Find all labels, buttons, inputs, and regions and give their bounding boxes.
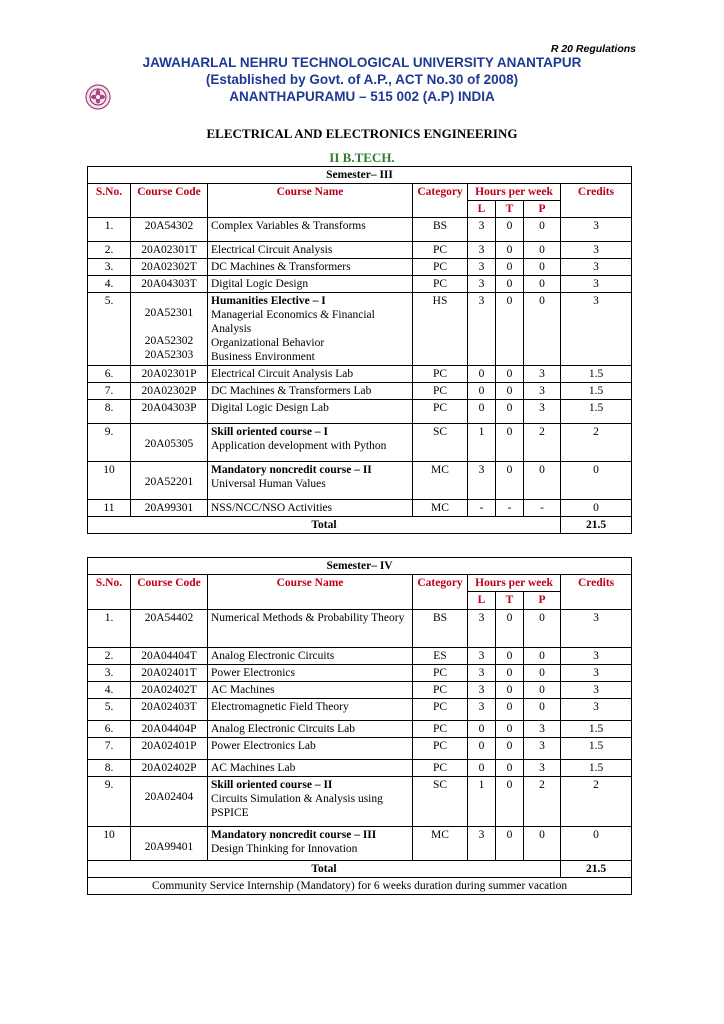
university-name: JAWAHARLAL NEHRU TECHNOLOGICAL UNIVERSITY ANANTAPUR bbox=[142, 55, 582, 70]
col-name: Course Name bbox=[208, 575, 413, 610]
year-title: II B.TECH. bbox=[329, 150, 395, 165]
col-t: T bbox=[496, 592, 524, 610]
table-row: 4. 20A02402T AC Machines PC 3 0 0 3 bbox=[88, 682, 632, 699]
table-row: 10 20A99401 Mandatory noncredit course – III Design Thinking for Innovation MC 3 0 0 0 bbox=[88, 827, 632, 861]
total-row bbox=[88, 517, 632, 534]
col-category: Category bbox=[413, 575, 468, 610]
total-credits: 21.5 bbox=[561, 517, 632, 534]
note-row bbox=[88, 878, 632, 895]
col-category: Category bbox=[413, 184, 468, 218]
col-name: Course Name bbox=[208, 184, 413, 218]
semester-title: Semester– III bbox=[88, 167, 632, 184]
col-p: P bbox=[524, 592, 561, 610]
col-sno: S.No. bbox=[88, 575, 131, 610]
semester-iii-table bbox=[87, 166, 632, 534]
table-row: 3. 20A02302T DC Machines & Transformers PC 3 0 0 3 bbox=[88, 259, 632, 276]
table-row: 9. 20A02404 Skill oriented course – II Circuits Simulation & Analysis using PSPICE SC 1 0 2 2 bbox=[88, 777, 632, 827]
col-code: Course Code bbox=[131, 184, 208, 218]
internship-note: Community Service Internship (Mandatory) for 6 weeks duration during summer vacation bbox=[88, 878, 632, 895]
university-logo bbox=[85, 84, 111, 110]
col-credits: Credits bbox=[561, 184, 632, 218]
table-row: 10 20A52201 Mandatory noncredit course – II Universal Human Values MC 3 0 0 0 bbox=[88, 462, 632, 500]
table-row: 8. 20A02402P AC Machines Lab PC 0 0 3 1.5 bbox=[88, 760, 632, 777]
col-code: Course Code bbox=[131, 575, 208, 610]
total-credits: 21.5 bbox=[561, 861, 632, 878]
col-hours: Hours per week bbox=[468, 184, 561, 201]
col-l: L bbox=[468, 592, 496, 610]
col-sno: S.No. bbox=[88, 184, 131, 218]
table-row: 5. 20A52301 20A52302 20A52303 Humanities Elective – I Managerial Economics & Financial Analysis Organizational Behavior Business Environment HS 3 0 0 3 bbox=[88, 293, 632, 366]
table-row: 2. 20A04404T Analog Electronic Circuits ES 3 0 0 3 bbox=[88, 648, 632, 665]
total-label: Total bbox=[88, 861, 561, 878]
semester-title: Semester– IV bbox=[88, 558, 632, 575]
table-row: 1. 20A54402 Numerical Methods & Probability Theory BS 3 0 0 3 bbox=[88, 610, 632, 648]
department-title: ELECTRICAL AND ELECTRONICS ENGINEERING bbox=[206, 126, 518, 141]
table-row: 5. 20A02403T Electromagnetic Field Theory PC 3 0 0 3 bbox=[88, 699, 632, 721]
table-row: 9. 20A05305 Skill oriented course – I Application development with Python SC 1 0 2 2 bbox=[88, 424, 632, 462]
table-row: 7. 20A02302P DC Machines & Transformers Lab PC 0 0 3 1.5 bbox=[88, 383, 632, 400]
table-row: 6. 20A02301P Electrical Circuit Analysis Lab PC 0 0 3 1.5 bbox=[88, 366, 632, 383]
regulation-label: R 20 Regulations bbox=[550, 43, 636, 55]
col-l: L bbox=[468, 201, 496, 218]
col-hours: Hours per week bbox=[468, 575, 561, 592]
col-p: P bbox=[524, 201, 561, 218]
table-row: 6. 20A04404P Analog Electronic Circuits Lab PC 0 0 3 1.5 bbox=[88, 721, 632, 738]
table-row: 8. 20A04303P Digital Logic Design Lab PC 0 0 3 1.5 bbox=[88, 400, 632, 424]
established-line: (Established by Govt. of A.P., ACT No.30 of 2008) bbox=[205, 72, 519, 87]
address-line: ANANTHAPURAMU – 515 002 (A.P) INDIA bbox=[229, 89, 495, 104]
total-label: Total bbox=[88, 517, 561, 534]
table-row: 3. 20A02401T Power Electronics PC 3 0 0 3 bbox=[88, 665, 632, 682]
semester-iv-table bbox=[87, 557, 632, 895]
table-row: 11 20A99301 NSS/NCC/NSO Activities MC - - - 0 bbox=[88, 500, 632, 517]
col-credits: Credits bbox=[561, 575, 632, 610]
table-row: 1. 20A54302 Complex Variables & Transforms BS 3 0 0 3 bbox=[88, 218, 632, 242]
table-row: 2. 20A02301T Electrical Circuit Analysis PC 3 0 0 3 bbox=[88, 242, 632, 259]
table-row: 7. 20A02401P Power Electronics Lab PC 0 0 3 1.5 bbox=[88, 738, 632, 760]
total-row bbox=[88, 861, 632, 878]
table-row: 4. 20A04303T Digital Logic Design PC 3 0 0 3 bbox=[88, 276, 632, 293]
col-t: T bbox=[496, 201, 524, 218]
